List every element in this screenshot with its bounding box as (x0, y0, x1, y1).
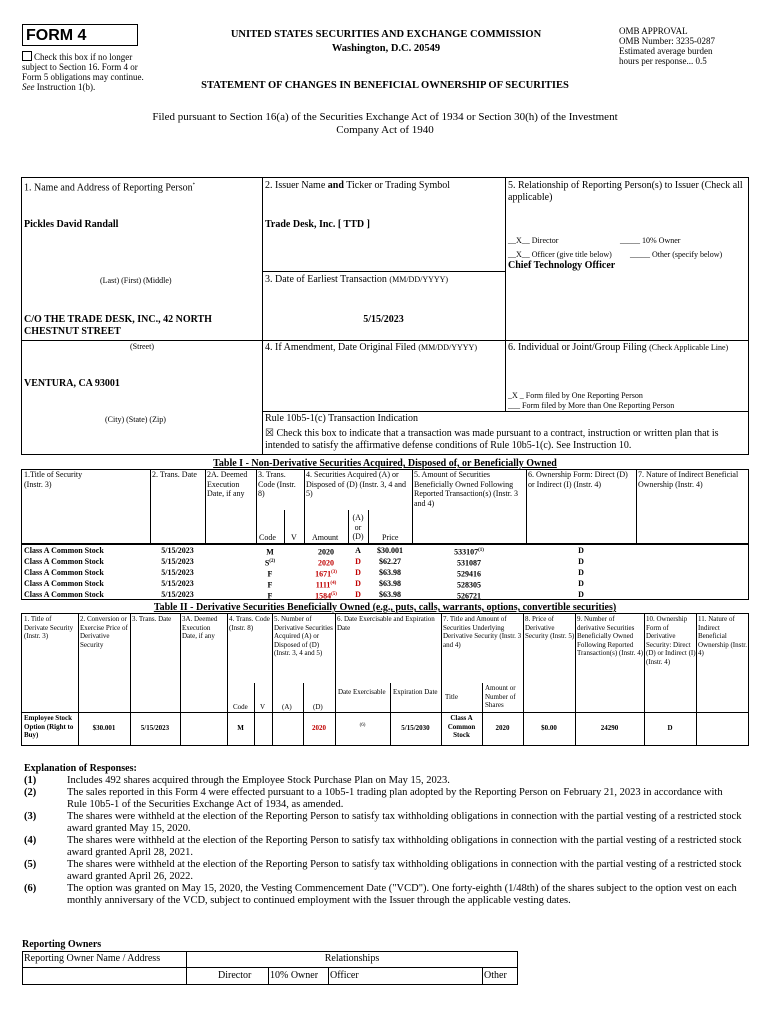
t1-col4: 4. Securities Acquired (A) or Disposed of (D) (Instr. 3, 4 and 5) (306, 470, 406, 498)
t1-row-price: $63.98 (379, 579, 401, 588)
explanation-text: The option was granted on May 15, 2020, the Vesting Commencement Date ("VCD"). One forty-eighth (1/48th) of the shares subject to the option vest on each monthly anniversary of the VCD, subject to continued employment with the Issuer through the applicable vesting dates. (67, 883, 737, 906)
t1-row-aod: D (355, 557, 361, 566)
t1-row-aod: D (355, 590, 361, 599)
director-check: __X__ Director (508, 236, 559, 245)
t1-row-code-text: F (267, 591, 273, 601)
t2-row-title: Employee Stock Option (Right to Buy) (24, 714, 74, 739)
reporting-person-name: Pickles David Randall (24, 219, 119, 230)
t2-col3a: 3A. Deemed Execution Date, if any (182, 615, 218, 640)
t2-col7: 7. Title and Amount of Securities Underlying Derivative Security (Instr. 3 and 4) (443, 615, 522, 649)
t1-sub-code: Code (259, 533, 276, 542)
t2-row-underlying: Class A Common Stock (447, 714, 476, 739)
statement-title: STATEMENT OF CHANGES IN BENEFICIAL OWNERSHIP OF SECURITIES (201, 80, 569, 91)
t2-sub-v: V (260, 703, 266, 711)
t1-col6: 6. Ownership Form: Direct (D) or Indirect (I) (Instr. 4) (528, 470, 628, 489)
section16-checkbox-text: Check this box if no longer subject to Section 16. Form 4 or Form 5 obligations may continue. See Instruction 1(b). (22, 52, 144, 92)
explanation-text: The shares were withheld at the election of the Reporting Person to satisfy tax withholding obligations in connection with the partial vesting of a restricted stock award granted April 26, 2022. (67, 859, 742, 882)
box2-label: 2. Issuer Name and Ticker or Trading Symbol (265, 180, 451, 191)
ten-pct-check: _____ 10% Owner (620, 236, 681, 245)
explanation-text: The sales reported in this Form 4 were effected pursuant to a 10b5-1 trading plan adopted by the Reporting Person on February 21, 2023 in accordance with Rule 10b5-1 of the Securities Exchange Act of 1934, as amended. (67, 787, 723, 810)
t1-row-amount-text: 1584 (315, 591, 332, 601)
t2-row-deriv-price: $0.00 (541, 724, 557, 732)
t1-row-code-text: M (266, 547, 274, 557)
t2-sub-expiration: Expiration Date (393, 688, 438, 696)
director-header: Director (218, 970, 252, 981)
t1-row-amount-text: 1671 (315, 569, 332, 579)
explanation-item (24, 775, 744, 787)
t2-col11: 11. Nature of Indirect Beneficial Ownership (Instr. 4) (698, 615, 747, 657)
explanation-number: (2) (24, 787, 37, 798)
t1-row-title: Class A Common Stock (24, 579, 104, 588)
box3-label: 3. Date of Earliest Transaction (MM/DD/YYYY) (265, 274, 449, 285)
footnote-ref: (2) (269, 559, 276, 564)
t1-sub-v: V (291, 533, 297, 542)
reporting-owners-title: Reporting Owners (22, 939, 102, 950)
t1-row-aod: D (355, 568, 361, 577)
issuer-name: Trade Desk, Inc. [ TTD ] (265, 219, 370, 230)
t1-row-title: Class A Common Stock (24, 557, 104, 566)
agency-name: UNITED STATES SECURITIES AND EXCHANGE COMMISSION (230, 29, 542, 40)
t2-col5: 5. Number of Derivative Securities Acquired (A) or Disposed of (D) (Instr. 3, 4 and 5) (274, 615, 333, 657)
t2-row-price: $30.001 (92, 724, 116, 732)
other-check: _____ Other (specify below) (630, 250, 723, 259)
t2-sub-a: (A) (282, 703, 292, 711)
t2-col8: 8. Price of Derivative Security (Instr. 5) (525, 615, 575, 640)
t1-row-form: D (578, 557, 584, 566)
t1-sub-aod: (A) or (D) (352, 513, 364, 541)
t1-row-date: 5/15/2023 (161, 568, 194, 577)
t2-col4: 4. Trans. Code (Instr. 8) (229, 615, 270, 632)
explanation-number: (6) (24, 883, 37, 894)
t1-row-amount-text: 2020 (318, 547, 334, 557)
t1-sub-amount: Amount (312, 533, 339, 542)
agency-address: Washington, D.C. 20549 (331, 43, 441, 54)
footnote-ref: (5) (331, 592, 337, 597)
box4-label: 4. If Amendment, Date Original Filed (MM/DD/YYYY) (265, 342, 477, 353)
explanation-item (24, 835, 744, 859)
t1-row-owned-text: 526721 (457, 591, 481, 601)
officer-check: __X__ Officer (give title below) (508, 250, 612, 259)
t1-row-form: D (578, 546, 584, 555)
explanation-item (24, 811, 744, 835)
t1-row-owned-text: 533107 (454, 547, 479, 557)
t1-row-amount-text: 1111 (315, 580, 331, 590)
officer-header: Officer (330, 970, 359, 981)
t1-row-date: 5/15/2023 (161, 546, 194, 555)
t1-row-title: Class A Common Stock (24, 546, 104, 555)
t2-row-underlying-amount: 2020 (495, 724, 510, 732)
t1-row-owned (412, 589, 526, 602)
box1-label: 1. Name and Address of Reporting Person* (24, 182, 196, 194)
form-title-box (22, 24, 138, 46)
t2-sub-code: Code (233, 703, 248, 711)
t1-row-form: D (578, 568, 584, 577)
t1-sub-price: Price (382, 533, 399, 542)
t1-row-form: D (578, 590, 584, 599)
t2-col10: 10. Ownership Form of Derivative Security: Direct (D) or Indirect (I) (Instr. 4) (646, 615, 696, 666)
t1-col1: 1.Title of Security (Instr. 3) (24, 470, 83, 489)
name-format-hint: (Last) (First) (Middle) (100, 276, 172, 285)
t1-row-title: Class A Common Stock (24, 568, 104, 577)
t2-row-d: 2020 (312, 724, 326, 732)
table1-title: Table I - Non-Derivative Securities Acquired, Disposed of, or Beneficially Owned (213, 458, 557, 469)
reporting-person-city: VENTURA, CA 93001 (24, 378, 120, 389)
t1-row-price: $63.98 (379, 568, 401, 577)
t1-row-code-text: F (267, 569, 273, 579)
city-label: (City) (State) (Zip) (105, 415, 166, 424)
t1-col3: 3. Trans. Code (Instr. 8) (258, 470, 296, 498)
t1-row-form: D (578, 579, 584, 588)
street-label: (Street) (130, 342, 154, 351)
rule10b5-text: ☒ Check this box to indicate that a transaction was made pursuant to a contract, instruction or written plan that is intended to satisfy the affirmative defense conditions of Rule 10b5-1(c). See Instruction 10. (265, 428, 719, 451)
t2-col9: 9. Number of derivative Securities Beneficially Owned Following Reported Transaction(s) (Instr. 4) (577, 615, 644, 657)
explanation-text: The shares were withheld at the election of the Reporting Person to satisfy tax withholding obligations in connection with the partial vesting of a restricted stock award granted April 28, 2021. (67, 835, 742, 858)
explanation-text: The shares were withheld at the election of the Reporting Person to satisfy tax withholding obligations in connection with the partial vesting of a restricted stock award granted May 15, 2020. (67, 811, 742, 834)
t2-sub-amount: Amount or Number of Shares (485, 684, 516, 709)
t2-row-exercisable-fn: (6) (359, 723, 366, 728)
explanation-text: Includes 492 shares acquired through the Employee Stock Purchase Plan on May 15, 2023. (67, 775, 450, 786)
t1-col2: 2. Trans. Date (152, 470, 197, 479)
t1-row-code-text: F (267, 580, 273, 590)
t1-col2a: 2A. Deemed Execution Date, if any (207, 470, 248, 498)
footnote-ref: (4) (330, 581, 337, 586)
omb-approval: OMB APPROVAL OMB Number: 3235-0287 Estimated average burden hours per response... 0.5 (619, 26, 715, 66)
table2-title: Table II - Derivative Securities Beneficially Owned (e.g., puts, calls, warrants, options, convertible securities) (153, 602, 617, 613)
relationships-header: Relationships (324, 953, 380, 964)
officer-title: Chief Technology Officer (508, 260, 616, 271)
t1-row-date: 5/15/2023 (161, 590, 194, 599)
footnote-ref: (1) (478, 548, 484, 553)
t1-row-date: 5/15/2023 (161, 557, 194, 566)
explanation-item (24, 859, 744, 883)
owner-name-header: Reporting Owner Name / Address (24, 953, 161, 964)
t2-sub-d: (D) (313, 703, 323, 711)
t1-row-date: 5/15/2023 (161, 579, 194, 588)
box6-label: 6. Individual or Joint/Group Filing (Check Applicable Line) (508, 342, 729, 353)
t1-row-price: $30.001 (377, 546, 403, 555)
t1-row-code-text: S (264, 558, 270, 568)
explanation-title: Explanation of Responses: (24, 763, 137, 774)
explanation-number: (1) (24, 775, 37, 786)
t2-row-form: D (667, 724, 673, 732)
explanation-number: (3) (24, 811, 37, 822)
t2-row-owned: 24290 (600, 724, 619, 732)
explanation-list (24, 775, 744, 907)
t1-row-amount-text: 2020 (318, 558, 334, 568)
reporting-person-street: C/O THE TRADE DESK, INC., 42 NORTH CHESTNUT STREET (24, 314, 212, 337)
t2-col1: 1. Title of Derivate Security (Instr. 3) (24, 615, 74, 640)
footnote-ref: (3) (331, 570, 337, 575)
t2-col6: 6. Date Exercisable and Expiration Date (337, 615, 435, 632)
filed-pursuant: Filed pursuant to Section 16(a) of the Securities Exchange Act of 1934 or Section 30(h) of the Investment Company Act of 1940 (152, 111, 618, 136)
t1-row-price: $62.27 (379, 557, 401, 566)
rule10b5-checkbox[interactable]: ☒ (265, 428, 274, 439)
t2-row-expiration: 5/15/2030 (401, 724, 430, 732)
ten-pct-header: 10% Owner (270, 970, 319, 981)
earliest-transaction-date: 5/15/2023 (363, 314, 404, 325)
box5-label: 5. Relationship of Reporting Person(s) to Issuer (Check all applicable) (508, 180, 743, 203)
explanation-number: (5) (24, 859, 37, 870)
form-title: FORM 4 (26, 27, 87, 44)
t2-col3: 3. Trans. Date (132, 615, 172, 623)
explanation-item (24, 883, 744, 907)
t2-row-date: 5/15/2023 (140, 724, 170, 732)
t2-sub-title: Title (445, 693, 458, 701)
t1-row-amount (304, 589, 348, 602)
t2-sub-exercisable: Date Exercisable (338, 688, 386, 696)
other-header: Other (484, 970, 507, 981)
filed-by-one: _X _ Form filed by One Reporting Person (508, 391, 643, 400)
t2-row-code: M (237, 724, 244, 732)
filed-by-more: ___ Form filed by More than One Reporting Person (508, 401, 675, 410)
rule10b5-label: Rule 10b5-1(c) Transaction Indication (265, 413, 419, 424)
t1-col7: 7. Nature of Indirect Beneficial Ownership (Instr. 4) (638, 470, 739, 489)
t1-row-price: $63.98 (379, 590, 401, 599)
t1-col5: 5. Amount of Securities Beneficially Owned Following Reported Transaction(s) (Instr. 3 and 4) (414, 470, 518, 508)
t1-row-owned-text: 529416 (457, 569, 481, 579)
t1-row-aod: A (355, 546, 361, 555)
t1-row-owned-text: 531087 (457, 558, 481, 568)
t1-row-aod: D (355, 579, 361, 588)
t1-row-code (256, 589, 284, 602)
t1-row-title: Class A Common Stock (24, 590, 104, 599)
checkbox-icon[interactable] (22, 51, 32, 61)
t2-col2: 2. Conversion or Exercise Price of Derivative Security (80, 615, 128, 649)
explanation-item (24, 787, 744, 811)
t1-row-owned-text: 528305 (457, 580, 481, 590)
explanation-number: (4) (24, 835, 37, 846)
